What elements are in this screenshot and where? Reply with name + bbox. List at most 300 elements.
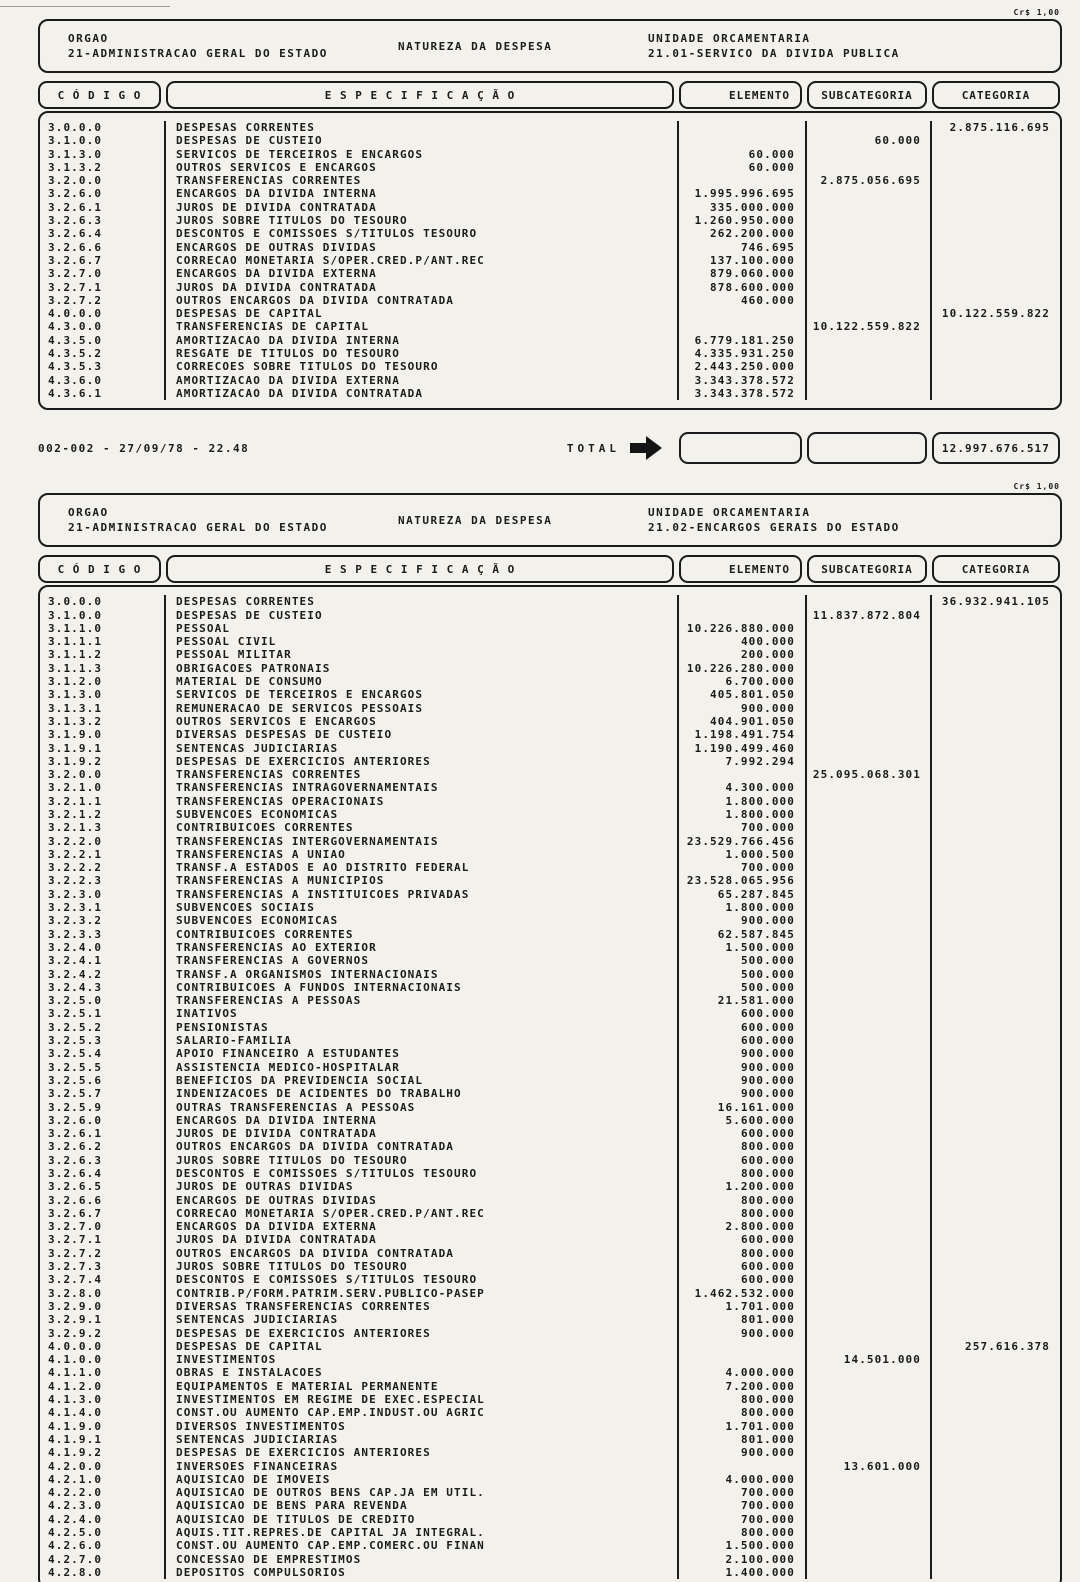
table-row	[40, 1566, 1060, 1579]
cell-elemento: 1.500.000	[679, 941, 807, 954]
cell-codigo: 3.1.1.0	[40, 622, 166, 635]
cell-especificacao: DIVERSOS INVESTIMENTOS	[166, 1420, 679, 1433]
table-row	[40, 387, 1060, 400]
cell-subcategoria	[807, 1273, 932, 1286]
cell-especificacao: DESPESAS DE CUSTEIO	[166, 134, 679, 147]
cell-especificacao: JUROS DE DIVIDA CONTRATADA	[166, 1127, 679, 1140]
column-header-codigo: C Ó D I G O	[38, 555, 161, 583]
cell-elemento: 800.000	[679, 1207, 807, 1220]
cell-elemento: 879.060.000	[679, 267, 807, 280]
cell-elemento	[679, 1340, 807, 1353]
cell-codigo: 3.2.7.3	[40, 1260, 166, 1273]
cell-especificacao: JUROS SOBRE TITULOS DO TESOURO	[166, 214, 679, 227]
natureza-label: NATUREZA DA DESPESA	[398, 39, 553, 53]
cell-categoria	[932, 334, 1058, 347]
cell-codigo: 3.2.3.3	[40, 928, 166, 941]
cell-especificacao: SENTENCAS JUDICIARIAS	[166, 1313, 679, 1326]
cell-elemento: 746.695	[679, 241, 807, 254]
table-row	[40, 1220, 1060, 1233]
cell-especificacao: AMORTIZACAO DA DIVIDA EXTERNA	[166, 374, 679, 387]
cell-elemento: 5.600.000	[679, 1114, 807, 1127]
cell-subcategoria	[807, 808, 932, 821]
table-row	[40, 1460, 1060, 1473]
cell-categoria	[932, 1393, 1058, 1406]
cell-especificacao: TRANSFERENCIAS A UNIAO	[166, 848, 679, 861]
cell-subcategoria	[807, 148, 932, 161]
cell-especificacao: DESPESAS DE EXERCICIOS ANTERIORES	[166, 755, 679, 768]
cell-elemento: 4.000.000	[679, 1366, 807, 1379]
cell-especificacao: DESCONTOS E COMISSOES S/TITULOS TESOURO	[166, 1273, 679, 1286]
cell-especificacao: DESPESAS DE CAPITAL	[166, 307, 679, 320]
cell-especificacao: CORRECAO MONETARIA S/OPER.CRED.P/ANT.REC	[166, 254, 679, 267]
table-row	[40, 134, 1060, 147]
cell-especificacao: APOIO FINANCEIRO A ESTUDANTES	[166, 1047, 679, 1060]
table-row	[40, 1194, 1060, 1207]
cell-categoria	[932, 835, 1058, 848]
table-row	[40, 595, 1060, 608]
cell-especificacao: JUROS DA DIVIDA CONTRATADA	[166, 281, 679, 294]
cell-categoria	[932, 1420, 1058, 1433]
cell-categoria	[932, 347, 1058, 360]
table-row	[40, 360, 1060, 373]
orgao-block	[68, 31, 398, 61]
table-row	[40, 1021, 1060, 1034]
cell-codigo: 3.2.9.0	[40, 1300, 166, 1313]
cell-subcategoria	[807, 1247, 932, 1260]
cell-categoria	[932, 1553, 1058, 1566]
cell-especificacao: INVERSOES FINANCEIRAS	[166, 1460, 679, 1473]
cell-categoria	[932, 1087, 1058, 1100]
cell-elemento	[679, 174, 807, 187]
table-row	[40, 281, 1060, 294]
cell-especificacao: AQUISICAO DE TITULOS DE CREDITO	[166, 1513, 679, 1526]
cell-categoria: 10.122.559.822	[941, 307, 1050, 321]
cell-elemento: 600.000	[679, 1007, 807, 1020]
cell-elemento: 2.443.250.000	[679, 360, 807, 373]
table-row	[40, 1393, 1060, 1406]
cell-elemento: 2.800.000	[679, 1220, 807, 1233]
natureza-block	[398, 513, 648, 528]
table-row	[40, 874, 1060, 887]
cell-elemento: 6.779.181.250	[679, 334, 807, 347]
cell-especificacao: SUBVENCOES SOCIAIS	[166, 901, 679, 914]
total-arrow-icon	[630, 436, 663, 460]
cell-elemento: 1.190.499.460	[679, 742, 807, 755]
cell-subcategoria	[807, 1553, 932, 1566]
scan-artifact-line	[0, 6, 170, 7]
cell-codigo: 3.2.5.2	[40, 1021, 166, 1034]
cell-subcategoria	[807, 387, 932, 400]
cell-categoria: 257.616.378	[965, 1339, 1050, 1353]
cell-subcategoria	[807, 635, 932, 648]
total-elemento-box	[679, 432, 802, 464]
cell-codigo: 3.1.1.2	[40, 648, 166, 661]
cell-codigo: 4.1.0.0	[40, 1353, 166, 1366]
cell-subcategoria	[807, 1446, 932, 1459]
table-row	[40, 1513, 1060, 1526]
cell-codigo: 3.2.2.0	[40, 835, 166, 848]
cell-subcategoria	[807, 1539, 932, 1552]
cell-categoria	[932, 1260, 1058, 1273]
cell-categoria	[932, 609, 1058, 622]
cell-elemento: 1.800.000	[679, 795, 807, 808]
cell-elemento: 801.000	[679, 1313, 807, 1326]
cell-subcategoria: 10.122.559.822	[807, 320, 932, 333]
table-row	[40, 1087, 1060, 1100]
cell-elemento	[679, 307, 807, 320]
cell-especificacao: ENCARGOS DE OUTRAS DIVIDAS	[166, 1194, 679, 1207]
table-row	[40, 1406, 1060, 1419]
cell-categoria	[932, 914, 1058, 927]
table-row	[40, 994, 1060, 1007]
cell-elemento: 801.000	[679, 1433, 807, 1446]
cell-especificacao: TRANSFERENCIAS OPERACIONAIS	[166, 795, 679, 808]
table-row	[40, 981, 1060, 994]
cell-codigo: 4.1.9.1	[40, 1433, 166, 1446]
table-row	[40, 968, 1060, 981]
cell-especificacao: INVESTIMENTOS	[166, 1353, 679, 1366]
cell-codigo: 3.1.3.0	[40, 148, 166, 161]
cell-categoria	[932, 1140, 1058, 1153]
cell-categoria	[932, 1473, 1058, 1486]
cell-especificacao: EQUIPAMENTOS E MATERIAL PERMANENTE	[166, 1380, 679, 1393]
cell-codigo: 3.2.6.4	[40, 227, 166, 240]
cell-categoria	[932, 1021, 1058, 1034]
cell-codigo: 4.1.2.0	[40, 1380, 166, 1393]
cell-elemento: 500.000	[679, 981, 807, 994]
cell-elemento: 800.000	[679, 1140, 807, 1153]
cell-codigo: 3.2.7.0	[40, 1220, 166, 1233]
cell-categoria	[932, 1366, 1058, 1379]
cell-subcategoria	[807, 648, 932, 661]
cell-categoria	[932, 187, 1058, 200]
cell-subcategoria	[807, 374, 932, 387]
table-row	[40, 307, 1060, 320]
cell-especificacao: TRANSFERENCIAS INTERGOVERNAMENTAIS	[166, 835, 679, 848]
table-row	[40, 635, 1060, 648]
cell-codigo: 3.1.1.1	[40, 635, 166, 648]
cell-categoria	[932, 808, 1058, 821]
table-row	[40, 1074, 1060, 1087]
cell-elemento	[679, 609, 807, 622]
cell-codigo: 3.2.7.0	[40, 267, 166, 280]
table-row	[40, 1101, 1060, 1114]
cell-subcategoria	[807, 1087, 932, 1100]
cell-categoria	[932, 1180, 1058, 1193]
cell-codigo: 3.2.2.1	[40, 848, 166, 861]
cell-elemento: 3.343.378.572	[679, 374, 807, 387]
unidade-block	[648, 505, 1080, 535]
table-row	[40, 622, 1060, 635]
table-row	[40, 1499, 1060, 1512]
column-header-especificacao: E S P E C I F I C A Ç Ã O	[166, 555, 674, 583]
cell-especificacao: SENTENCAS JUDICIARIAS	[166, 742, 679, 755]
cell-subcategoria	[807, 1380, 932, 1393]
cell-subcategoria	[807, 1207, 932, 1220]
cell-subcategoria	[807, 281, 932, 294]
table-row	[40, 662, 1060, 675]
cell-elemento: 800.000	[679, 1167, 807, 1180]
cell-elemento: 405.801.050	[679, 688, 807, 701]
cell-categoria	[932, 1486, 1058, 1499]
cell-especificacao: JUROS DE OUTRAS DIVIDAS	[166, 1180, 679, 1193]
cell-codigo: 4.1.1.0	[40, 1366, 166, 1379]
cell-subcategoria	[807, 334, 932, 347]
table-row	[40, 1167, 1060, 1180]
cell-subcategoria	[807, 1340, 932, 1353]
cell-elemento: 700.000	[679, 1513, 807, 1526]
cell-codigo: 3.2.5.4	[40, 1047, 166, 1060]
cell-elemento: 62.587.845	[679, 928, 807, 941]
table-row	[40, 1233, 1060, 1246]
cell-categoria	[932, 1327, 1058, 1340]
cell-elemento	[679, 121, 807, 134]
total-label: TOTAL	[566, 441, 620, 455]
cell-subcategoria	[807, 954, 932, 967]
cell-especificacao: BENEFICIOS DA PREVIDENCIA SOCIAL	[166, 1074, 679, 1087]
cell-categoria	[932, 861, 1058, 874]
cell-subcategoria	[807, 214, 932, 227]
table-row	[40, 715, 1060, 728]
cell-codigo: 3.2.5.3	[40, 1034, 166, 1047]
cell-categoria	[932, 241, 1058, 254]
cell-subcategoria	[807, 1007, 932, 1020]
run-info: 002-002 - 27/09/78 - 22.48	[38, 441, 250, 455]
cell-subcategoria	[807, 187, 932, 200]
cell-categoria	[932, 941, 1058, 954]
table-row	[40, 1553, 1060, 1566]
cell-especificacao: ENCARGOS DA DIVIDA INTERNA	[166, 1114, 679, 1127]
cell-especificacao: AQUISICAO DE OUTROS BENS CAP.JA EM UTIL.	[166, 1486, 679, 1499]
column-header-categoria: CATEGORIA	[932, 555, 1060, 583]
cell-especificacao: PESSOAL CIVIL	[166, 635, 679, 648]
cell-codigo: 4.1.9.2	[40, 1446, 166, 1459]
cell-especificacao: DESPESAS DE EXERCICIOS ANTERIORES	[166, 1327, 679, 1340]
cell-categoria	[932, 374, 1058, 387]
table-row	[40, 227, 1060, 240]
table-row	[40, 1247, 1060, 1260]
cell-elemento: 137.100.000	[679, 254, 807, 267]
cell-elemento: 900.000	[679, 1446, 807, 1459]
cell-codigo: 3.1.3.2	[40, 161, 166, 174]
cell-subcategoria	[807, 1513, 932, 1526]
cell-elemento: 404.901.050	[679, 715, 807, 728]
cell-codigo: 4.0.0.0	[40, 1340, 166, 1353]
cell-codigo: 3.2.7.2	[40, 1247, 166, 1260]
cell-categoria	[932, 1007, 1058, 1020]
cell-elemento: 262.200.000	[679, 227, 807, 240]
table-row	[40, 1433, 1060, 1446]
cell-categoria	[932, 981, 1058, 994]
cell-especificacao: OUTROS ENCARGOS DA DIVIDA CONTRATADA	[166, 1247, 679, 1260]
report-section-21-01	[38, 0, 1062, 464]
cell-codigo: 4.0.0.0	[40, 307, 166, 320]
cell-elemento: 878.600.000	[679, 281, 807, 294]
cell-elemento: 1.800.000	[679, 808, 807, 821]
cell-especificacao: DESPESAS CORRENTES	[166, 121, 679, 134]
cell-categoria	[932, 214, 1058, 227]
cell-codigo: 4.2.0.0	[40, 1460, 166, 1473]
cell-elemento: 1.198.491.754	[679, 728, 807, 741]
cell-elemento: 800.000	[679, 1247, 807, 1260]
table-row	[40, 320, 1060, 333]
cell-elemento: 500.000	[679, 954, 807, 967]
cell-codigo: 3.2.5.1	[40, 1007, 166, 1020]
column-header-especificacao: E S P E C I F I C A Ç Ã O	[166, 81, 674, 109]
cell-codigo: 3.2.6.5	[40, 1180, 166, 1193]
cell-elemento: 900.000	[679, 1327, 807, 1340]
currency-note: Cr$ 1,00	[1013, 482, 1060, 492]
cell-elemento: 800.000	[679, 1194, 807, 1207]
cell-elemento: 900.000	[679, 1087, 807, 1100]
cell-elemento	[679, 768, 807, 781]
cell-subcategoria	[807, 267, 932, 280]
cell-subcategoria	[807, 1167, 932, 1180]
cell-codigo: 3.2.5.6	[40, 1074, 166, 1087]
cell-elemento: 7.200.000	[679, 1380, 807, 1393]
cell-elemento: 6.700.000	[679, 675, 807, 688]
cell-elemento: 700.000	[679, 1486, 807, 1499]
table-row	[40, 1366, 1060, 1379]
table-row	[40, 914, 1060, 927]
currency-note: Cr$ 1,00	[1013, 8, 1060, 17]
cell-codigo: 4.3.5.0	[40, 334, 166, 347]
cell-categoria	[932, 294, 1058, 307]
column-header-codigo: C Ó D I G O	[38, 81, 161, 109]
cell-codigo: 3.2.2.3	[40, 874, 166, 887]
cell-codigo: 3.2.6.4	[40, 1167, 166, 1180]
cell-especificacao: PESSOAL	[166, 622, 679, 635]
cell-subcategoria	[807, 1021, 932, 1034]
cell-codigo: 4.2.5.0	[40, 1526, 166, 1539]
cell-especificacao: DIVERSAS DESPESAS DE CUSTEIO	[166, 728, 679, 741]
table-row	[40, 1007, 1060, 1020]
cell-elemento: 60.000	[679, 148, 807, 161]
cell-especificacao: MATERIAL DE CONSUMO	[166, 675, 679, 688]
cell-subcategoria	[807, 835, 932, 848]
cell-codigo: 3.2.5.7	[40, 1087, 166, 1100]
cell-categoria	[932, 768, 1058, 781]
cell-subcategoria	[807, 941, 932, 954]
cell-codigo: 4.2.6.0	[40, 1539, 166, 1552]
cell-codigo: 3.2.1.1	[40, 795, 166, 808]
table-row	[40, 174, 1060, 187]
cell-subcategoria	[807, 1061, 932, 1074]
cell-codigo: 3.2.5.9	[40, 1101, 166, 1114]
table-row	[40, 1473, 1060, 1486]
natureza-block	[398, 39, 648, 54]
cell-subcategoria	[807, 1074, 932, 1087]
cell-elemento: 800.000	[679, 1526, 807, 1539]
orgao-label: ORGAO	[68, 506, 109, 520]
cell-subcategoria	[807, 121, 932, 134]
cell-categoria	[932, 821, 1058, 834]
table-row	[40, 1353, 1060, 1366]
cell-elemento: 900.000	[679, 1047, 807, 1060]
cell-categoria	[932, 1114, 1058, 1127]
cell-codigo: 3.1.0.0	[40, 134, 166, 147]
table-row	[40, 201, 1060, 214]
cell-subcategoria	[807, 981, 932, 994]
table-body	[38, 585, 1062, 1582]
table-row	[40, 1446, 1060, 1459]
cell-elemento: 400.000	[679, 635, 807, 648]
cell-elemento: 4.000.000	[679, 1473, 807, 1486]
cell-codigo: 3.1.3.0	[40, 688, 166, 701]
cell-subcategoria	[807, 994, 932, 1007]
table-row	[40, 1061, 1060, 1074]
cell-subcategoria	[807, 1406, 932, 1419]
table-row	[40, 347, 1060, 360]
cell-elemento: 16.161.000	[679, 1101, 807, 1114]
cell-subcategoria	[807, 347, 932, 360]
cell-subcategoria	[807, 241, 932, 254]
cell-especificacao: OUTROS ENCARGOS DA DIVIDA CONTRATADA	[166, 1140, 679, 1153]
cell-codigo: 3.2.3.0	[40, 888, 166, 901]
table-row	[40, 861, 1060, 874]
cell-elemento: 10.226.280.000	[679, 662, 807, 675]
unidade-value: 21.01-SERVICO DA DIVIDA PUBLICA	[648, 47, 900, 60]
cell-subcategoria	[807, 914, 932, 927]
cell-categoria	[932, 1127, 1058, 1140]
cell-codigo: 3.1.9.1	[40, 742, 166, 755]
cell-subcategoria	[807, 1393, 932, 1406]
column-headers	[38, 555, 1062, 583]
cell-especificacao: TRANSF.A ORGANISMOS INTERNACIONAIS	[166, 968, 679, 981]
cell-categoria	[932, 1406, 1058, 1419]
table-row	[40, 1180, 1060, 1193]
cell-categoria	[932, 928, 1058, 941]
table-row	[40, 901, 1060, 914]
cell-subcategoria	[807, 1154, 932, 1167]
cell-subcategoria	[807, 821, 932, 834]
cell-subcategoria	[807, 622, 932, 635]
cell-subcategoria	[807, 1300, 932, 1313]
table-row	[40, 1380, 1060, 1393]
cell-elemento: 23.529.766.456	[679, 835, 807, 848]
cell-elemento: 900.000	[679, 914, 807, 927]
cell-subcategoria	[807, 1486, 932, 1499]
cell-codigo: 3.1.9.2	[40, 755, 166, 768]
cell-codigo: 4.3.5.2	[40, 347, 166, 360]
total-row	[38, 432, 1062, 464]
cell-especificacao: OBRIGACOES PATRONAIS	[166, 662, 679, 675]
cell-subcategoria	[807, 848, 932, 861]
cell-especificacao: INATIVOS	[166, 1007, 679, 1020]
cell-categoria	[932, 161, 1058, 174]
cell-elemento: 600.000	[679, 1021, 807, 1034]
cell-subcategoria	[807, 1327, 932, 1340]
table-row	[40, 941, 1060, 954]
cell-subcategoria	[807, 1260, 932, 1273]
cell-especificacao: CONTRIBUICOES CORRENTES	[166, 928, 679, 941]
cell-subcategoria	[807, 1233, 932, 1246]
cell-codigo: 4.2.7.0	[40, 1553, 166, 1566]
cell-codigo: 4.2.3.0	[40, 1499, 166, 1512]
cell-elemento: 1.800.000	[679, 901, 807, 914]
cell-especificacao: AQUIS.TIT.REPRES.DE CAPITAL JA INTEGRAL.	[166, 1526, 679, 1539]
cell-categoria	[932, 1499, 1058, 1512]
cell-categoria	[932, 1061, 1058, 1074]
cell-especificacao: CONTRIBUICOES CORRENTES	[166, 821, 679, 834]
cell-subcategoria: 25.095.068.301	[807, 768, 932, 781]
column-header-elemento: ELEMENTO	[679, 81, 802, 109]
cell-subcategoria	[807, 1127, 932, 1140]
cell-especificacao: OUTROS SERVICOS E ENCARGOS	[166, 161, 679, 174]
cell-especificacao: OBRAS E INSTALACOES	[166, 1366, 679, 1379]
cell-especificacao: CONTRIB.P/FORM.PATRIM.SERV.PUBLICO-PASEP	[166, 1287, 679, 1300]
cell-subcategoria	[807, 254, 932, 267]
